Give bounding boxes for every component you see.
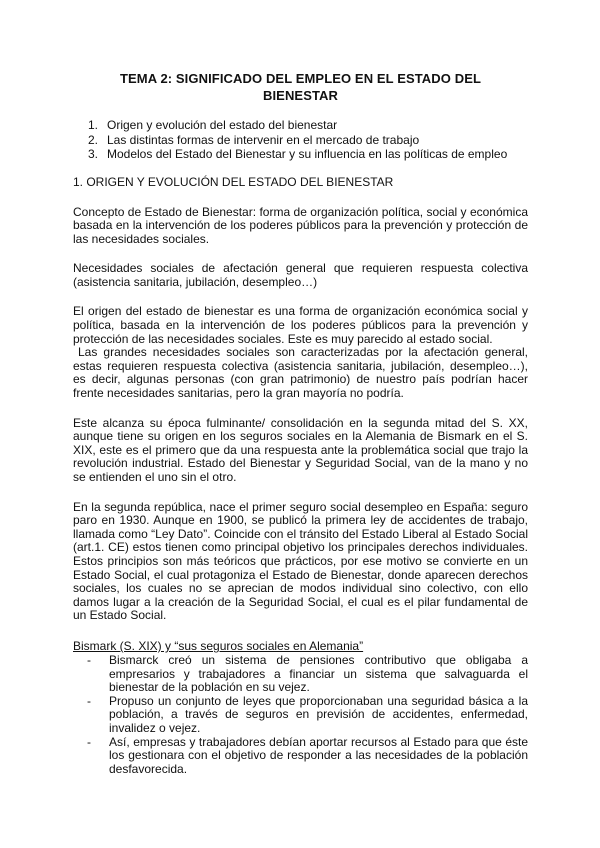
list-item [73, 736, 528, 777]
paragraph-group-origin [73, 305, 528, 400]
bullet-dash: - [87, 652, 91, 667]
bismark-bullet-list [73, 654, 528, 776]
toc-number: 3. [88, 147, 99, 161]
section-heading: 1. ORIGEN Y EVOLUCIÓN DEL ESTADO DEL BIENESTAR [73, 174, 394, 189]
toc-item [73, 147, 528, 162]
title-line-2: BIENESTAR [262, 88, 339, 103]
toc-number: 2. [88, 132, 99, 147]
toc-number: 1. [88, 118, 99, 132]
toc-item [73, 133, 528, 148]
paragraph-needs: Necesidades sociales de afectación general que requieren respuesta colectiva (asistencia sanitaria, jubilación, desempleo…) [73, 261, 528, 289]
title-line-1: TEMA 2: SIGNIFICADO DEL EMPLEO EN EL ESTADO DEL [119, 71, 482, 86]
paragraph-great-needs: Las grandes necesidades sociales son caracterizadas por la afectación general, estas requieren respuesta colectiva (asistencia sanitaria, jubilación, desempleo…), es decir, algunas personas (con gran patrimonio) de nuestro país podrían hacer frente necesidades sanitarias, pero la gran mayoría no podría. [73, 345, 528, 401]
paragraph-origin: El origen del estado de bienestar es una forma de organización económica social y política, basada en la intervención de los poderes públicos para la prevención y protección de las necesidades sociales. Este es muy parecido al estado social. [73, 304, 528, 346]
bullet-text: Así, empresas y trabajadores debían aportar recursos al Estado para que éste los gestionara con el objetivo de responder a las necesidades de la población desfavorecida. [109, 734, 528, 776]
bullet-dash: - [87, 693, 91, 708]
toc-label: Las distintas formas de intervenir en el mercado de trabajo [107, 132, 420, 147]
paragraph-consolidation: Este alcanza su época fulminante/ consolidación en la segunda mitad del S. XX, aunque tiene su origen en los seguros sociales en la Alemania de Bismark en el S. XIX, este es el primero que da una respuesta ante la problemática social que trajo la revolución industrial. Estado del Bienestar y Seguridad Social, van de la mano y no se entienden el uno sin el otro. [73, 415, 528, 484]
toc-item [73, 118, 528, 133]
paragraph-concept: Concepto de Estado de Bienestar: forma de organización política, social y económica basada en la intervención de los poderes públicos para la prevención y protección de las necesidades sociales. [73, 204, 528, 246]
document-page [73, 70, 528, 776]
bullet-text: Propuso un conjunto de leyes que proporcionaban una seguridad básica a la población, a través de seguros en previsión de accidentes, enfermedad, invalidez o vejez. [109, 693, 528, 735]
toc-label: Modelos del Estado del Bienestar y su influencia en las políticas de empleo [107, 147, 508, 161]
list-item [73, 695, 528, 736]
paragraph-second-republic: En la segunda república, nace el primer seguro social desempleo en España: seguro paro en 1930. Aunque en 1900, se publicó la primera ley de accidentes de trabajo, llamada como “Ley Dato”. Coincide con el tránsito del Estado Liberal al Estado Social (art.1. CE) estos tienen como principal objetivo los principales derechos individuales. Estos principios son más teóricos que prácticos, por ese motivo se convierte en un Estado Social, el cual protagoniza el Estado de Bienestar, donde aparecen derechos sociales, los cuales no se aprecian de modos individual sino colectivo, con ello damos lugar a la creación de la Seguridad Social, el cual es el pilar fundamental de un Estado Social. [73, 499, 528, 623]
document-title [73, 70, 528, 104]
list-item [73, 654, 528, 695]
bismark-heading: Bismark (S. XIX) y “sus seguros sociales en Alemania” [73, 638, 364, 653]
bullet-text: Bismarck creó un sistema de pensiones contributivo que obligaba a empresarios y trabajadores a financiar un sistema que salvaguarda el bienestar de la población en su vejez. [109, 652, 528, 695]
table-of-contents [73, 118, 528, 162]
toc-label: Origen y evolución del estado del bienestar [107, 118, 338, 132]
bullet-dash: - [87, 734, 91, 749]
